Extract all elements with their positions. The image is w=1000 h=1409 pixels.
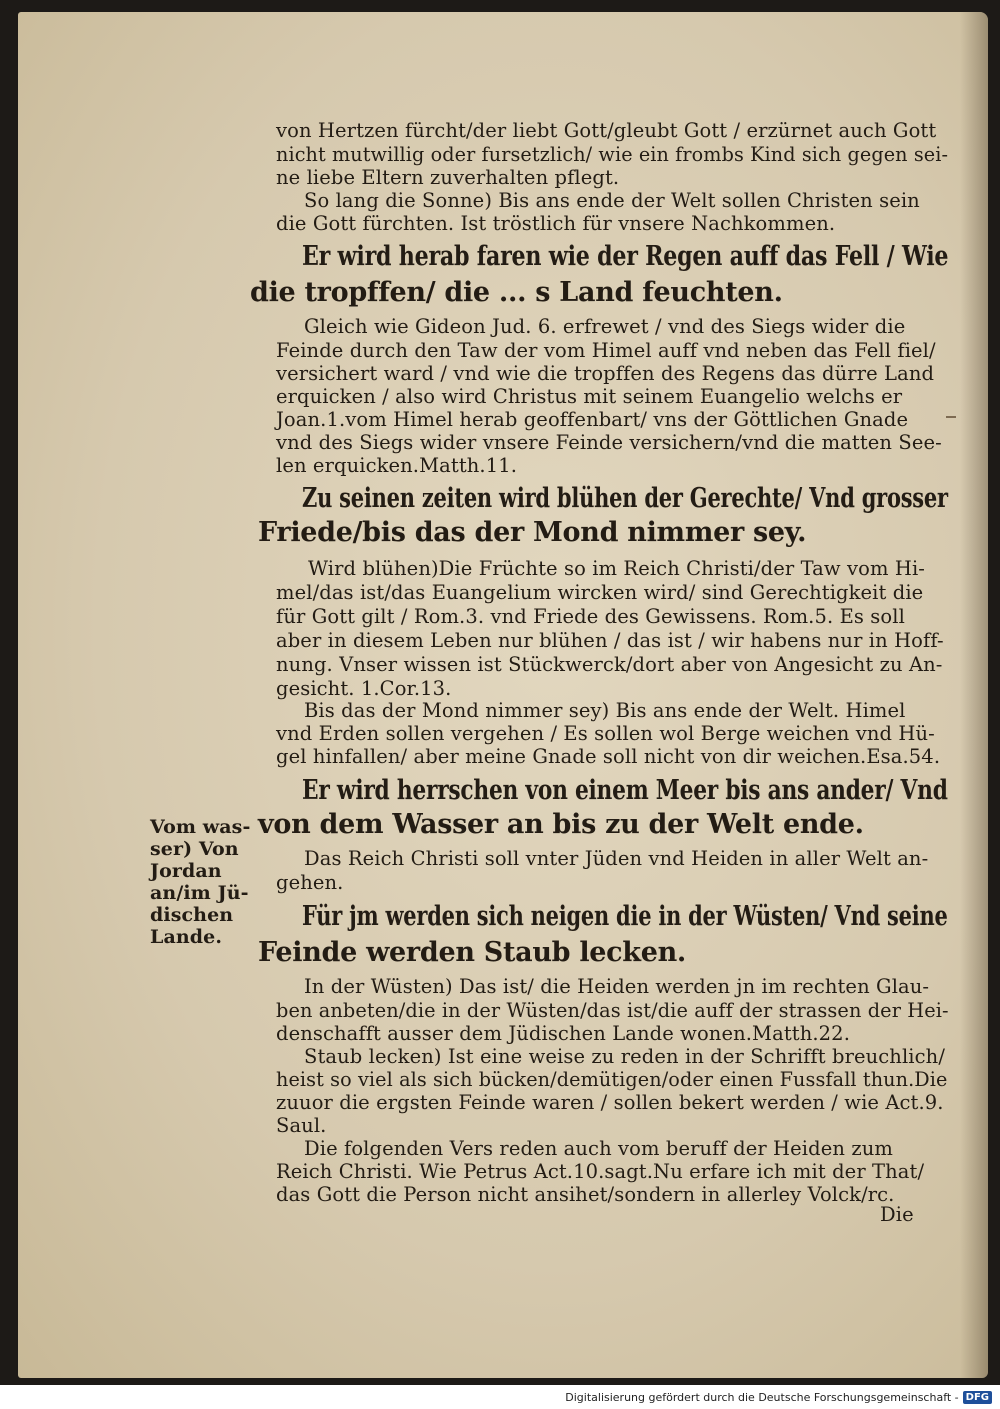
text-line: mel/das ist/das Euangelium wircken wird/ sind Gerechtigkeit die — [276, 581, 924, 604]
text-line: In der Wüsten) Das ist/ die Heiden werden jn im rechten Glau- — [304, 975, 930, 998]
text-line: erquicken / also wird Christus mit seinem Euangelio welchs er — [276, 385, 903, 408]
text-line: Staub lecken) Ist eine weise zu reden in der Schrifft breuchlich/ — [304, 1045, 945, 1068]
text-line: versichert ward / vnd wie die tropffen des Regens das dürre Land — [276, 362, 935, 385]
text-line: heist so viel als sich bücken/demütigen/oder einen Fussfall thun.Die — [276, 1068, 948, 1091]
marginal-note-line: an/im Jü- — [150, 882, 249, 904]
text-line: denschafft ausser dem Jüdischen Lande wonen.Matth.22. — [276, 1022, 850, 1045]
text-line: die Gott fürchten. Ist tröstlich für vnsere Nachkommen. — [276, 212, 836, 235]
text-line: Das Reich Christi soll vnter Jüden vnd Heiden in aller Welt an- — [304, 847, 929, 870]
text-line: ne liebe Eltern zuverhalten pflegt. — [276, 166, 620, 189]
text-line: gel hinfallen/ aber meine Gnade soll nicht von dir weichen.Esa.54. — [276, 745, 941, 768]
text-line: vnd des Siegs wider vnsere Feinde versichern/vnd die matten See- — [276, 431, 942, 454]
text-line: Saul. — [276, 1114, 327, 1137]
text-line: gehen. — [276, 871, 344, 894]
verse-line: Feinde werden Staub lecken. — [258, 937, 687, 968]
text-line: Die folgenden Vers reden auch vom beruff der Heiden zum — [304, 1137, 893, 1160]
marginal-note-line: ser) Von — [150, 838, 239, 860]
marginal-note-line: Vom was- — [150, 816, 251, 838]
text-line: nicht mutwillig oder fursetzlich/ wie ein frombs Kind sich gegen sei- — [276, 143, 949, 166]
text-line: Joan.1.vom Himel herab geoffenbart/ vns der Göttlichen Gnade — [276, 408, 909, 431]
verse-line: von dem Wasser an bis zu der Welt ende. — [258, 809, 864, 840]
verse-line: Friede/bis das der Mond nimmer sey. — [258, 517, 807, 548]
verse-line: Zu seinen zeiten wird blühen der Gerechte/ Vnd grosser — [302, 483, 948, 514]
text-line: für Gott gilt / Rom.3. vnd Friede des Gewissens. Rom.5. Es soll — [276, 605, 905, 628]
marginal-note-line: Lande. — [150, 926, 223, 948]
text-line: gesicht. 1.Cor.13. — [276, 677, 452, 700]
text-line: aber in diesem Leben nur blühen / das ist / wir habens nur in Hoff- — [276, 629, 944, 652]
book-page — [18, 12, 988, 1378]
text-line: len erquicken.Matth.11. — [276, 454, 518, 477]
text-line: von Hertzen fürcht/der liebt Gott/gleubt Gott / erzürnet auch Gott — [276, 119, 937, 142]
verse-line: die tropffen/ die ... s Land feuchten. — [250, 277, 783, 308]
ink-mark — [946, 416, 956, 418]
marginal-note-line: dischen — [150, 904, 234, 926]
text-line: Reich Christi. Wie Petrus Act.10.sagt.Nu erfare ich mit der That/ — [276, 1160, 925, 1183]
text-line: vnd Erden sollen vergehen / Es sollen wol Berge weichen vnd Hü- — [276, 722, 935, 745]
text-line: Bis das der Mond nimmer sey) Bis ans ende der Welt. Himel — [304, 699, 906, 722]
text-line: So lang die Sonne) Bis ans ende der Welt sollen Christen sein — [304, 189, 920, 212]
page-text — [18, 12, 988, 1378]
digitization-footer — [0, 1385, 1000, 1409]
text-line: nung. Vnser wissen ist Stückwerck/dort aber von Angesicht zu An- — [276, 653, 943, 676]
verse-line: Er wird herrschen von einem Meer bis ans ander/ Vnd — [302, 775, 948, 806]
text-line: Feinde durch den Taw der vom Himel auff vnd neben das Fell fiel/ — [276, 339, 936, 362]
verse-line: Für jm werden sich neigen die in der Wüsten/ Vnd seine — [302, 901, 948, 932]
verse-line: Er wird herab faren wie der Regen auff das Fell / Wie — [302, 241, 949, 272]
footer-text: Digitalisierung gefördert durch die Deutsche Forschungsgemeinschaft - — [565, 1390, 959, 1404]
marginal-note-line: Jordan — [150, 860, 222, 882]
text-line: zuuor die ergsten Feinde waren / sollen bekert werden / wie Act.9. — [276, 1091, 944, 1114]
text-line: Wird blühen)Die Früchte so im Reich Christi/der Taw vom Hi- — [308, 557, 925, 580]
dfg-logo: DFG — [963, 1391, 992, 1404]
catchword: Die — [880, 1203, 914, 1226]
text-line: Gleich wie Gideon Jud. 6. erfrewet / vnd des Siegs wider die — [304, 315, 906, 338]
text-line: ben anbeten/die in der Wüsten/das ist/die auff der strassen der Hei- — [276, 999, 949, 1022]
text-line: das Gott die Person nicht ansihet/sondern in allerley Volck/rc. — [276, 1183, 895, 1206]
